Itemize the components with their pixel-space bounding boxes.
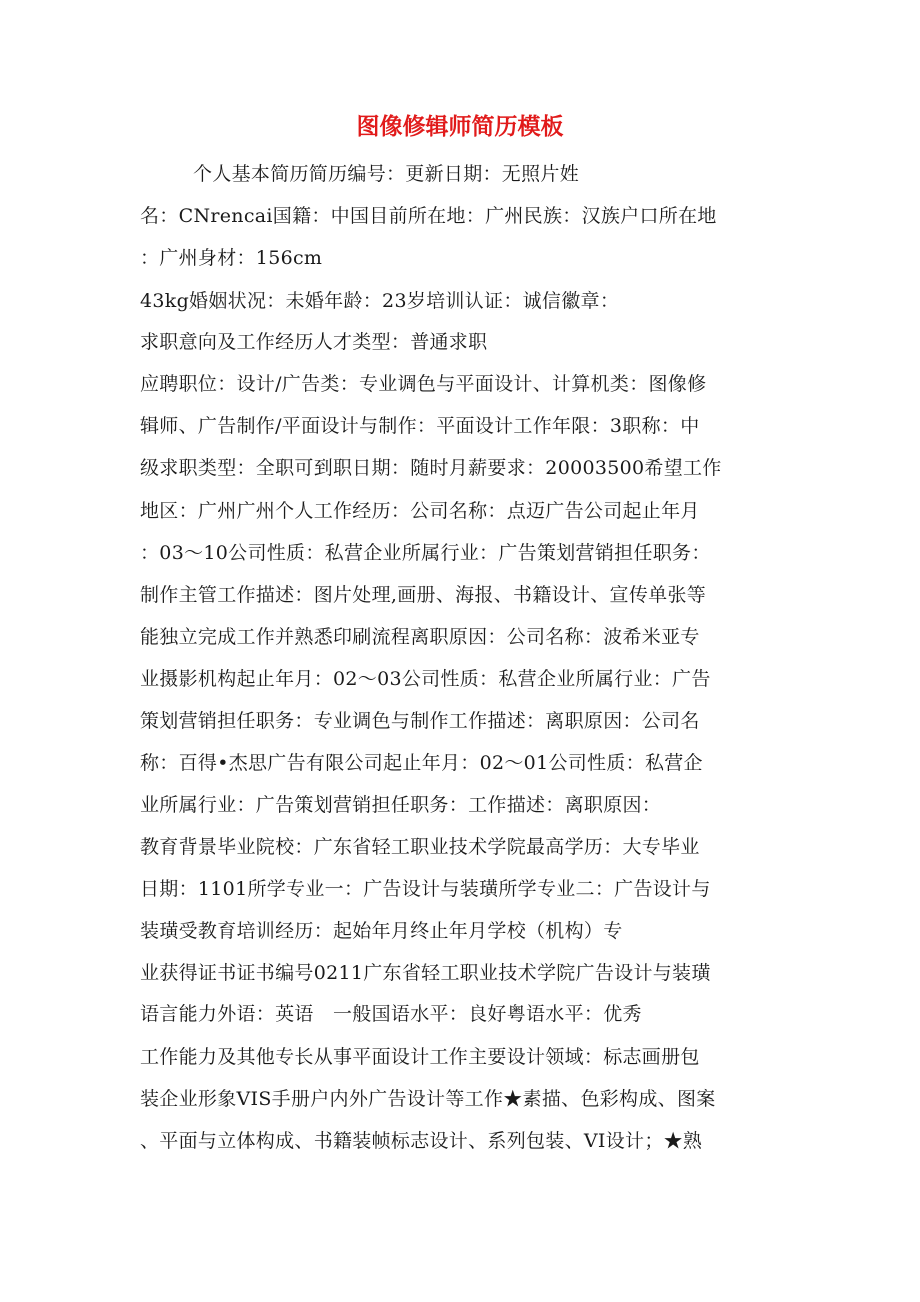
text-line: 业摄影机构起止年月：02～03公司性质：私营企业所属行业：广告: [140, 668, 711, 690]
text-line: 个人基本简历简历编号：更新日期：无照片姓: [193, 163, 580, 185]
text-line: 制作主管工作描述：图片处理,画册、海报、书籍设计、宣传单张等: [140, 584, 707, 606]
text-line: 43kg婚姻状况：未婚年龄：23岁培训认证：诚信徽章：: [140, 290, 620, 312]
text-line: 应聘职位：设计/广告类：专业调色与平面设计、计算机类：图像修: [140, 373, 707, 395]
text-line: ：03～10公司性质：私营企业所属行业：广告策划营销担任职务：: [140, 542, 711, 564]
text-line: 能独立完成工作并熟悉印刷流程离职原因：公司名称：波希米亚专: [140, 626, 700, 648]
text-line: ：广州身材：156cm: [140, 247, 323, 269]
text-line: 级求职类型：全职可到职日期：随时月薪要求：20003500希望工作: [140, 457, 722, 479]
text-line: 名：CNrencai国籍：中国目前所在地：广州民族：汉族户口所在地: [140, 205, 717, 227]
text-line: 业获得证书证书编号0211广东省轻工职业技术学院广告设计与装璜: [140, 962, 711, 984]
text-line: 称：百得•杰思广告有限公司起止年月：02～01公司性质：私营企: [140, 752, 703, 774]
document-title: 图像修辑师简历模板: [356, 113, 564, 140]
text-line: 策划营销担任职务：专业调色与制作工作描述：离职原因：公司名: [140, 710, 700, 732]
text-line: 装璜受教育培训经历：起始年月终止年月学校（机构）专: [140, 920, 623, 942]
text-line: 教育背景毕业院校：广东省轻工职业技术学院最高学历：大专毕业: [140, 836, 700, 858]
text-line: 、平面与立体构成、书籍装帧标志设计、系列包装、VI设计；★熟: [140, 1130, 703, 1152]
text-line: 辑师、广告制作/平面设计与制作：平面设计工作年限：3职称：中: [140, 415, 700, 437]
text-line: 日期：1101所学专业一：广告设计与装璜所学专业二：广告设计与: [140, 878, 711, 900]
text-line: 求职意向及工作经历人才类型：普通求职: [140, 331, 488, 353]
text-line: 业所属行业：广告策划营销担任职务：工作描述：离职原因：: [140, 794, 662, 816]
text-line: 地区：广州广州个人工作经历：公司名称：点迈广告公司起止年月: [140, 500, 700, 522]
text-line: 语言能力外语：英语 一般国语水平：良好粤语水平：优秀: [140, 1003, 642, 1025]
text-line: 装企业形象VIS手册户内外广告设计等工作★素描、色彩构成、图案: [140, 1088, 716, 1110]
text-line: 工作能力及其他专长从事平面设计工作主要设计领域：标志画册包: [140, 1046, 700, 1068]
